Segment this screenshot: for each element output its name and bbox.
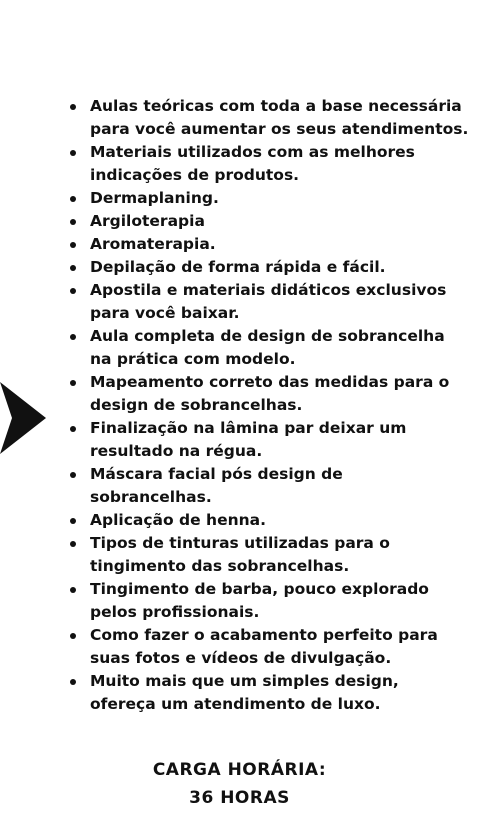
list-item [64, 187, 469, 210]
bullet-icon [70, 633, 76, 639]
bullet-icon [70, 679, 76, 685]
bullet-icon [70, 196, 76, 202]
bullet-icon [70, 334, 76, 340]
list-item [64, 509, 469, 532]
workload-hours: 36 HORAS [189, 788, 290, 808]
bullet-icon [70, 380, 76, 386]
list-item [64, 325, 469, 371]
list-item-text: Finalização na lâmina par deixar um resultado na régua. [90, 419, 407, 460]
bullet-icon [70, 288, 76, 294]
list-item-text: Depilação de forma rápida e fácil. [90, 258, 386, 276]
workload-label: CARGA HORÁRIA: [152, 760, 327, 780]
list-item-text: Tingimento de barba, pouco explorado pelos profissionais. [90, 580, 429, 621]
list-item [64, 670, 469, 716]
list-item-text: Tipos de tinturas utilizadas para o tingimento das sobrancelhas. [90, 534, 390, 575]
list-item [64, 578, 469, 624]
list-item-text: Máscara facial pós design de sobrancelhas. [90, 465, 343, 506]
list-item-text: Muito mais que um simples design, ofereça um atendimento de luxo. [90, 672, 399, 713]
bullet-icon [70, 242, 76, 248]
bullet-icon [70, 426, 76, 432]
list-item [64, 210, 469, 233]
list-item-text: Aulas teóricas com toda a base necessária para você aumentar os seus atendimentos. [90, 97, 469, 138]
list-item [64, 417, 469, 463]
bullet-icon [70, 150, 76, 156]
course-content-list [64, 95, 469, 716]
list-item [64, 233, 469, 256]
list-item-text: Aromaterapia. [90, 235, 216, 253]
list-item [64, 279, 469, 325]
list-item-text: Argiloterapia [90, 212, 205, 230]
list-item [64, 624, 469, 670]
bullet-icon [70, 472, 76, 478]
chevron-right-icon[interactable] [0, 382, 48, 454]
list-item [64, 532, 469, 578]
list-item [64, 256, 469, 279]
bullet-icon [70, 104, 76, 110]
list-item [64, 463, 469, 509]
bullet-icon [70, 265, 76, 271]
list-item-text: Apostila e materiais didáticos exclusivos para você baixar. [90, 281, 447, 322]
list-item-text: Mapeamento correto das medidas para o design de sobrancelhas. [90, 373, 450, 414]
list-item-text: Aula completa de design de sobrancelha na prática com modelo. [90, 327, 445, 368]
list-item [64, 371, 469, 417]
list-item-text: Como fazer o acabamento perfeito para suas fotos e vídeos de divulgação. [90, 626, 438, 667]
bullet-icon [70, 518, 76, 524]
list-item [64, 141, 469, 187]
list-item-text: Aplicação de henna. [90, 511, 267, 529]
workload-block [0, 756, 479, 812]
list-item [64, 95, 469, 141]
list-item-text: Dermaplaning. [90, 189, 219, 207]
bullet-icon [70, 219, 76, 225]
bullet-icon [70, 587, 76, 593]
bullet-icon [70, 541, 76, 547]
list-item-text: Materiais utilizados com as melhores indicações de produtos. [90, 143, 415, 184]
